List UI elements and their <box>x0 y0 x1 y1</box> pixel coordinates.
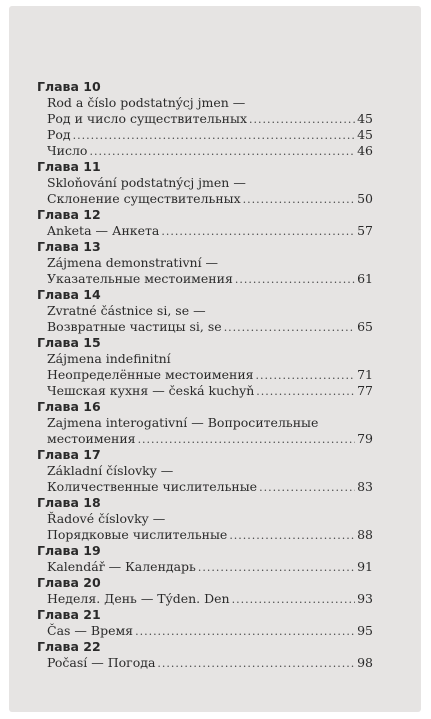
page-number: 46 <box>357 143 373 158</box>
toc-section <box>37 447 373 495</box>
chapter-subtitle: Zajmena interogativní — Вопросительные <box>47 415 319 430</box>
page-number: 65 <box>357 319 373 334</box>
entry-title: Неделя. День — Týden. Den <box>47 591 230 606</box>
chapter-heading: Глава 15 <box>37 335 101 350</box>
dot-leader <box>249 112 355 128</box>
dot-leader <box>161 224 355 240</box>
toc-entry <box>37 559 373 575</box>
table-of-contents <box>37 79 373 671</box>
chapter-heading: Глава 19 <box>37 543 101 558</box>
dot-leader <box>73 128 355 144</box>
toc-entry <box>37 591 373 607</box>
toc-section <box>37 399 373 447</box>
entry-title: Anketa — Анкета <box>47 223 160 238</box>
chapter-heading: Глава 13 <box>37 239 101 254</box>
toc-entry <box>37 143 373 159</box>
dot-leader <box>256 384 355 400</box>
chapter-heading: Глава 10 <box>37 79 101 94</box>
entry-title: Počasí — Погода <box>47 655 156 670</box>
dot-leader <box>224 320 355 336</box>
toc-section <box>37 495 373 543</box>
chapter-subtitle: Rod a číslo podstatnýcj jmen — <box>47 95 246 110</box>
entry-title: Порядковые числительные <box>47 527 228 542</box>
entry-title: Čas — Время <box>47 623 134 638</box>
toc-section <box>37 639 373 671</box>
dot-leader <box>157 656 355 672</box>
toc-entry <box>37 431 373 447</box>
toc-entry <box>37 367 373 383</box>
page-number: 79 <box>357 431 373 446</box>
entry-title: Неопределённые местоимения <box>47 367 254 382</box>
chapter-heading: Глава 12 <box>37 207 101 222</box>
toc-section <box>37 207 373 239</box>
page-number: 45 <box>357 111 373 126</box>
toc-entry <box>37 127 373 143</box>
entry-title: Род и число существительных <box>47 111 247 126</box>
chapter-subtitle: Zájmena demonstrativní — <box>47 255 219 270</box>
chapter-heading: Глава 16 <box>37 399 101 414</box>
page-number: 88 <box>357 527 373 542</box>
chapter-subtitle: Zvratné částnice si, se — <box>47 303 206 318</box>
toc-section <box>37 239 373 287</box>
chapter-heading: Глава 11 <box>37 159 101 174</box>
entry-title: Склонение существительных <box>47 191 241 206</box>
toc-section <box>37 79 373 159</box>
toc-entry <box>37 111 373 127</box>
toc-entry <box>37 271 373 287</box>
page-number: 91 <box>357 559 373 574</box>
dot-leader <box>259 480 355 496</box>
page-number: 57 <box>357 223 373 238</box>
page-number: 50 <box>357 191 373 206</box>
entry-title: Чешская кухня — česká kuchyň <box>47 383 255 398</box>
chapter-subtitle: Základní číslovky — <box>47 463 174 478</box>
toc-entry <box>37 319 373 335</box>
entry-title: Возвратные частицы si, se <box>47 319 222 334</box>
toc-entry <box>37 655 373 671</box>
toc-section <box>37 543 373 575</box>
book-page <box>9 6 421 712</box>
toc-entry <box>37 623 373 639</box>
dot-leader <box>89 144 355 160</box>
dot-leader <box>135 624 355 640</box>
toc-entry <box>37 527 373 543</box>
chapter-heading: Глава 18 <box>37 495 101 510</box>
toc-entry <box>37 383 373 399</box>
chapter-heading: Глава 22 <box>37 639 101 654</box>
chapter-heading: Глава 14 <box>37 287 101 302</box>
dot-leader <box>243 192 355 208</box>
entry-title: Kalendář — Календарь <box>47 559 196 574</box>
toc-section <box>37 575 373 607</box>
page-number: 45 <box>357 127 373 142</box>
chapter-subtitle: Řadové číslovky — <box>47 511 166 526</box>
dot-leader <box>198 560 355 576</box>
chapter-heading: Глава 21 <box>37 607 101 622</box>
entry-title: Количественные числительные <box>47 479 258 494</box>
page-number: 77 <box>357 383 373 398</box>
toc-section <box>37 159 373 207</box>
toc-section <box>37 335 373 399</box>
dot-leader <box>235 272 355 288</box>
page-number: 71 <box>357 367 373 382</box>
toc-entry <box>37 223 373 239</box>
entry-title: Число <box>47 143 88 158</box>
dot-leader <box>138 432 356 448</box>
chapter-heading: Глава 17 <box>37 447 101 462</box>
chapter-heading: Глава 20 <box>37 575 101 590</box>
page-number: 95 <box>357 623 373 638</box>
dot-leader <box>232 592 356 608</box>
chapter-subtitle: Zájmena indefinitní <box>47 351 171 366</box>
entry-title: Указательные местоимения <box>47 271 233 286</box>
toc-entry <box>37 191 373 207</box>
dot-leader <box>229 528 355 544</box>
entry-title: Род <box>47 127 71 142</box>
dot-leader <box>256 368 356 384</box>
page-number: 98 <box>357 655 373 670</box>
chapter-subtitle: Skloňování podstatnýcj jmen — <box>47 175 246 190</box>
entry-title: местоимения <box>47 431 136 446</box>
page-number: 93 <box>357 591 373 606</box>
toc-section <box>37 607 373 639</box>
page-number: 83 <box>357 479 373 494</box>
page-number: 61 <box>357 271 373 286</box>
toc-entry <box>37 479 373 495</box>
toc-section <box>37 287 373 335</box>
